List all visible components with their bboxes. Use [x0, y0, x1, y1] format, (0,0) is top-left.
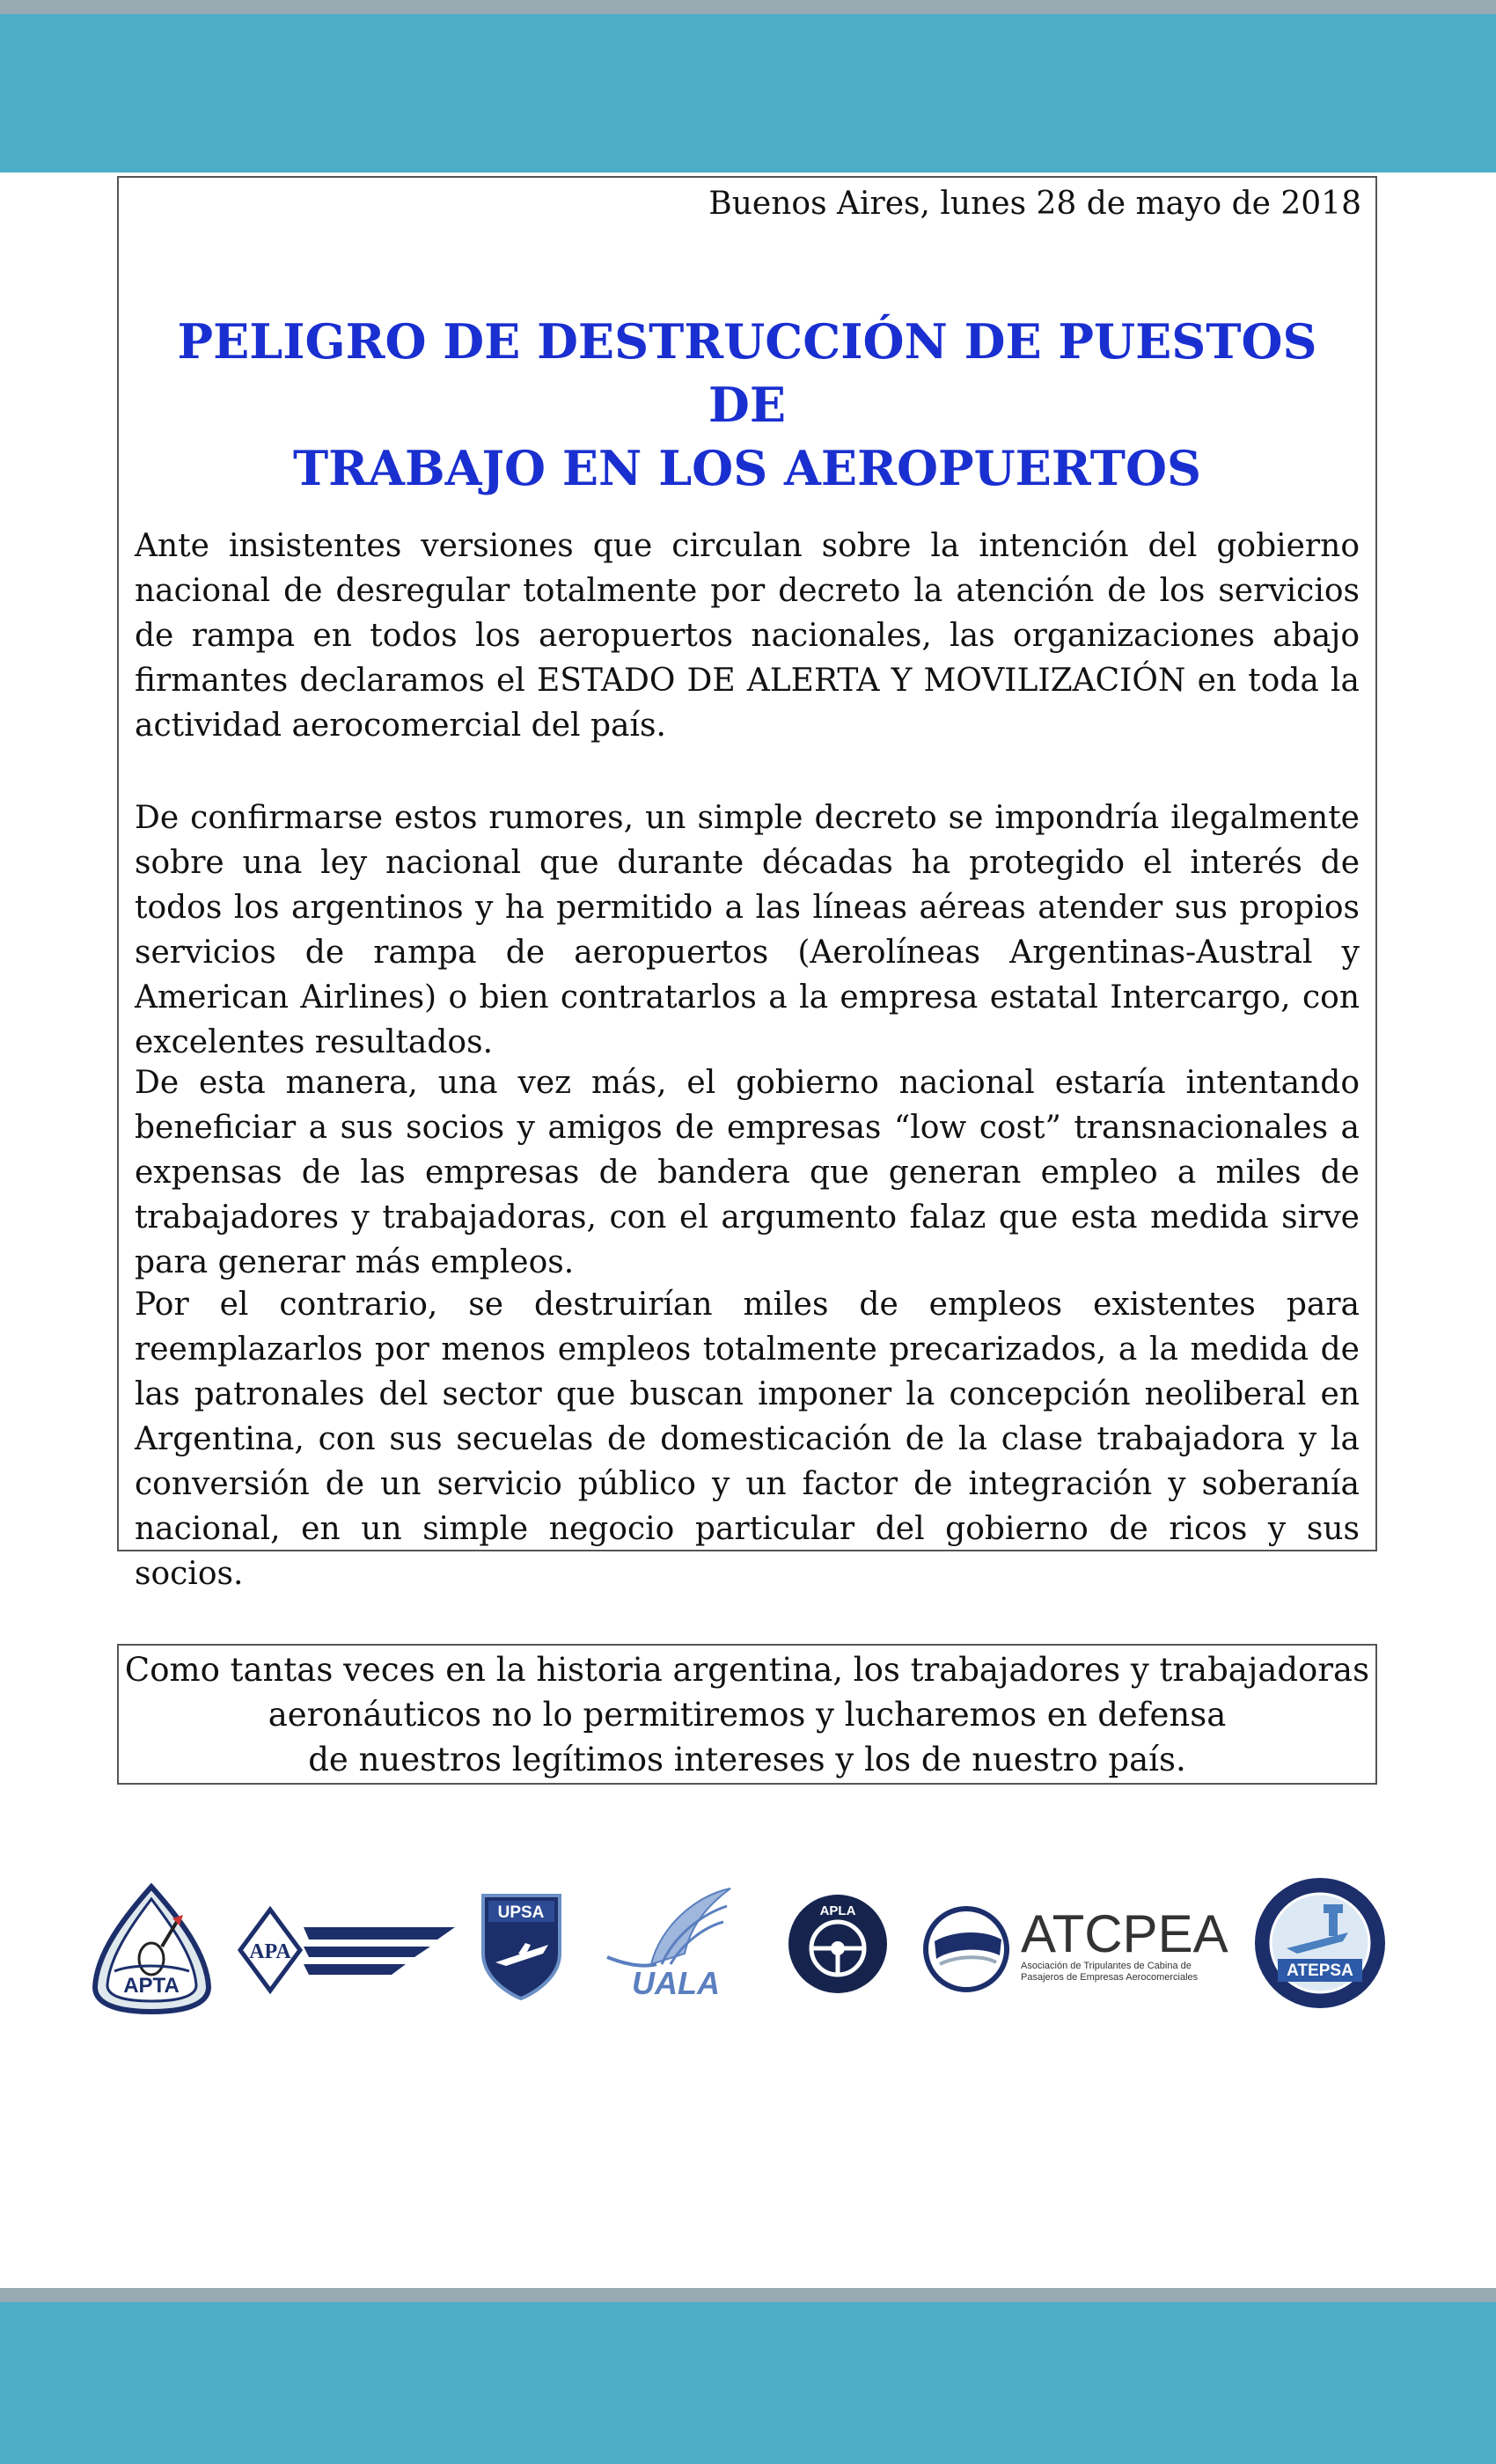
- paragraph-1: Ante insistentes versiones que circulan sobre la intención del gobierno nacional de desregular totalmente por decreto la atención de los servicios de rampa en todos los aeropuertos nacionales, las organizaciones abajo firmantes declaramos el ESTADO DE ALERTA Y MOVILIZACIÓN en toda la actividad aerocomercial del país.: [135, 528, 1360, 744]
- statement-box: [117, 176, 1377, 1592]
- header-band-line: [0, 0, 1496, 14]
- title-line-1: PELIGRO DE DESTRUCCIÓN DE PUESTOS DE: [177, 313, 1317, 433]
- upsa-logo-text: UPSA: [497, 1903, 545, 1922]
- paragraph-4: Por el contrario, se destruirían miles de empleos existentes para reemplazarlos por menos empleos totalmente precarizados, a la medida de las patronales del sector que buscan imponer la concepción neoliberal en Argentina, con sus secuelas de domesticación de la clase trabajadora y la conversión de un servicio público y un factor de integración y soberanía nacional, en un simple negocio particular del gobierno de ricos y sus socios.: [135, 1287, 1360, 1592]
- upsa-logo: [480, 1892, 563, 2002]
- atcpea-logo: [922, 1901, 1239, 1998]
- paragraph-2: De confirmarse estos rumores, un simple decreto se impondría ilegalmente sobre una ley nacional que durante décadas ha protegido el interés de todos los argentinos y ha permitido a las líneas aéreas atender sus propios servicios de rampa de aeropuertos (Aerolíneas Argentinas-Austral y American Airlines) o bien contratarlos a la empresa estatal Intercargo, con excelentes resultados.: [135, 800, 1360, 1060]
- page-title: [154, 310, 1340, 500]
- closing-line-1: Como tantas veces en la historia argentina, los trabajadores y trabajadoras: [124, 1651, 1370, 1689]
- footer-band: [0, 2302, 1496, 2464]
- closing-line-3: de nuestros legítimos intereses y los de nuestro país.: [308, 1741, 1186, 1778]
- apta-logo-text: APTA: [123, 1974, 180, 1998]
- header-band: [0, 14, 1496, 172]
- footer-band-line: [0, 2288, 1496, 2302]
- closing-line-2: aeronáuticos no lo permitiremos y lucharemos en defensa: [268, 1696, 1227, 1734]
- paragraph-3: De esta manera, una vez más, el gobierno nacional estaría intentando beneficiar a sus socios y amigos de empresas “low cost” transnacionales a expensas de las empresas de bandera que generan empleo a miles de trabajadores y trabajadoras, con el argumento falaz que esta medida sirve para generar más empleos.: [135, 1065, 1360, 1280]
- closing-statement-box: [117, 1644, 1377, 1785]
- apla-logo-text: APLA: [819, 1903, 856, 1918]
- apta-logo: [88, 1883, 216, 2015]
- date-line: Buenos Aires, lunes 28 de mayo de 2018: [708, 186, 1361, 222]
- atepsa-logo-text: ATEPSA: [1287, 1962, 1353, 1980]
- uala-logo-text: UALA: [632, 1965, 720, 2001]
- atcpea-logo-subtitle: Asociación de Tripulantes de Cabina de Pasajeros de Empresas Aerocomerciales: [1021, 1961, 1199, 1983]
- union-logos-row: [0, 1874, 1496, 2033]
- uala-logo: [598, 1883, 744, 2002]
- atcpea-logo-text: ATCPEA: [1021, 1904, 1228, 1963]
- atepsa-logo: [1251, 1874, 1389, 2012]
- apla-logo: [786, 1892, 890, 1996]
- title-line-2: TRABAJO EN LOS AEROPUERTOS: [293, 440, 1201, 496]
- apa-logo-text: APA: [249, 1940, 291, 1963]
- apa-logo: [233, 1901, 458, 1998]
